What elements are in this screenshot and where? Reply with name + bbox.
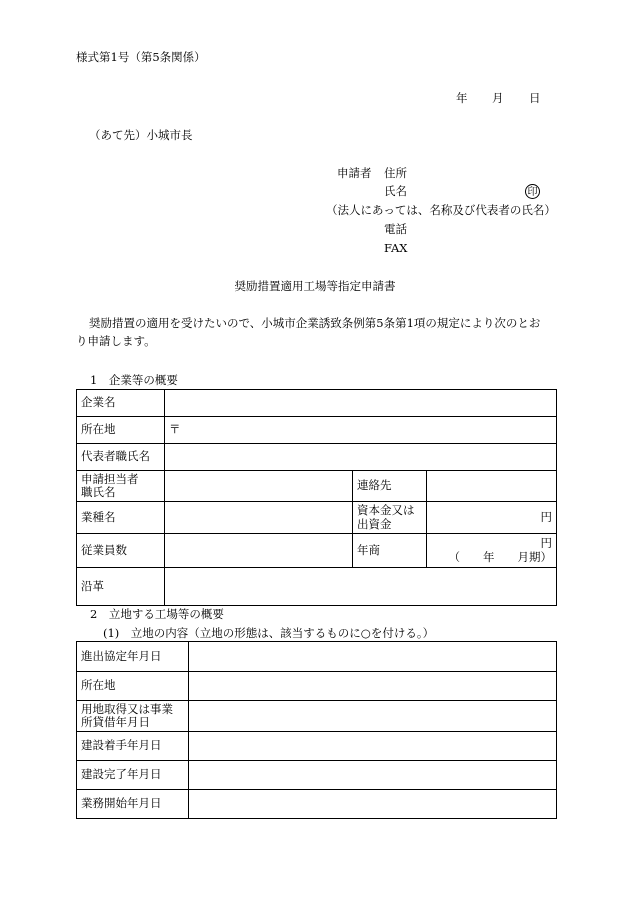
section-1-heading: 1 企業等の概要 [90, 373, 178, 387]
postal-mark: 〒 [169, 422, 181, 437]
company-name-label: 企業名 [77, 390, 165, 417]
capital-line-2: 出資金 [357, 516, 392, 531]
table-row [77, 390, 557, 417]
name-label: 氏名 [384, 184, 407, 198]
seal-mark: 印 [525, 184, 540, 199]
table-row [77, 534, 557, 568]
employees-label: 従業員数 [77, 534, 165, 568]
sales-field[interactable] [427, 534, 557, 568]
construction-start-label: 建設着手年月日 [77, 732, 189, 761]
site-location-field[interactable] [189, 672, 557, 701]
form-number: 様式第1号（第5条関係） [76, 50, 206, 64]
land-acquisition-line-1: 用地取得又は事業 [81, 701, 173, 716]
section-2-heading: 2 立地する工場等の概要 [90, 607, 224, 621]
date-month-label: 月 [492, 91, 504, 105]
capital-line-1: 資本金又は [357, 503, 415, 518]
land-acquisition-field[interactable] [189, 701, 557, 732]
corporate-note: （法人にあっては、名称及び代表者の氏名） [326, 203, 556, 217]
sales-period: （ 年 月期） [448, 549, 552, 564]
table-row [77, 790, 557, 819]
table-row [77, 471, 557, 502]
person-in-charge-line-2: 職氏名 [81, 485, 116, 499]
location-label: 所在地 [77, 417, 165, 444]
agreement-date-label: 進出協定年月日 [77, 642, 189, 672]
site-content-table [76, 641, 557, 819]
table-row [77, 642, 557, 672]
sales-label: 年商 [353, 534, 427, 568]
operation-start-label: 業務開始年月日 [77, 790, 189, 819]
employees-field[interactable] [165, 534, 353, 568]
addressee: （あて先）小城市長 [89, 128, 193, 142]
contact-label: 連絡先 [353, 471, 427, 502]
industry-label: 業種名 [77, 502, 165, 534]
capital-field[interactable] [427, 502, 557, 534]
phone-label: 電話 [384, 222, 407, 236]
table-row [77, 444, 557, 471]
table-row [77, 732, 557, 761]
history-label: 沿革 [77, 568, 165, 606]
operation-start-field[interactable] [189, 790, 557, 819]
table-row [77, 701, 557, 732]
date-day-label: 日 [529, 91, 541, 105]
capital-label [353, 502, 427, 534]
representative-field[interactable] [165, 444, 557, 471]
location-field[interactable] [165, 417, 557, 444]
company-name-field[interactable] [165, 390, 557, 417]
table-row [77, 672, 557, 701]
industry-field[interactable] [165, 502, 353, 534]
body-text-line-2: り申請します。 [76, 334, 156, 348]
construction-complete-label: 建設完了年月日 [77, 761, 189, 790]
table-row [77, 417, 557, 444]
table-row [77, 568, 557, 606]
table-row [77, 761, 557, 790]
person-in-charge-label [77, 471, 165, 502]
history-field[interactable] [165, 568, 557, 606]
sales-yen-unit: 円 [540, 536, 552, 551]
company-overview-table [76, 389, 557, 606]
body-text-line-1: 奨励措置の適用を受けたいので、小城市企業誘致条例第5条第1項の規定により次のとお [89, 316, 541, 330]
date-year-label: 年 [456, 91, 468, 105]
section-2-subheading: (1) 立地の内容（立地の形態は、該当するものに○を付ける。） [103, 626, 435, 640]
land-acquisition-line-2: 所貸借年月日 [81, 715, 150, 729]
table-row [77, 502, 557, 534]
capital-yen-unit: 円 [540, 509, 552, 524]
document-title: 奨励措置適用工場等指定申請書 [234, 279, 396, 293]
site-location-label: 所在地 [77, 672, 189, 701]
person-in-charge-line-1: 申請担当者 [81, 471, 139, 486]
construction-start-field[interactable] [189, 732, 557, 761]
person-in-charge-field[interactable] [165, 471, 353, 502]
applicant-label: 申請者 [337, 166, 372, 180]
contact-field[interactable] [427, 471, 557, 502]
agreement-date-field[interactable] [189, 642, 557, 672]
address-label: 住所 [384, 166, 407, 180]
fax-label: FAX [384, 241, 408, 255]
representative-label: 代表者職氏名 [77, 444, 165, 471]
construction-complete-field[interactable] [189, 761, 557, 790]
land-acquisition-label [77, 701, 189, 732]
